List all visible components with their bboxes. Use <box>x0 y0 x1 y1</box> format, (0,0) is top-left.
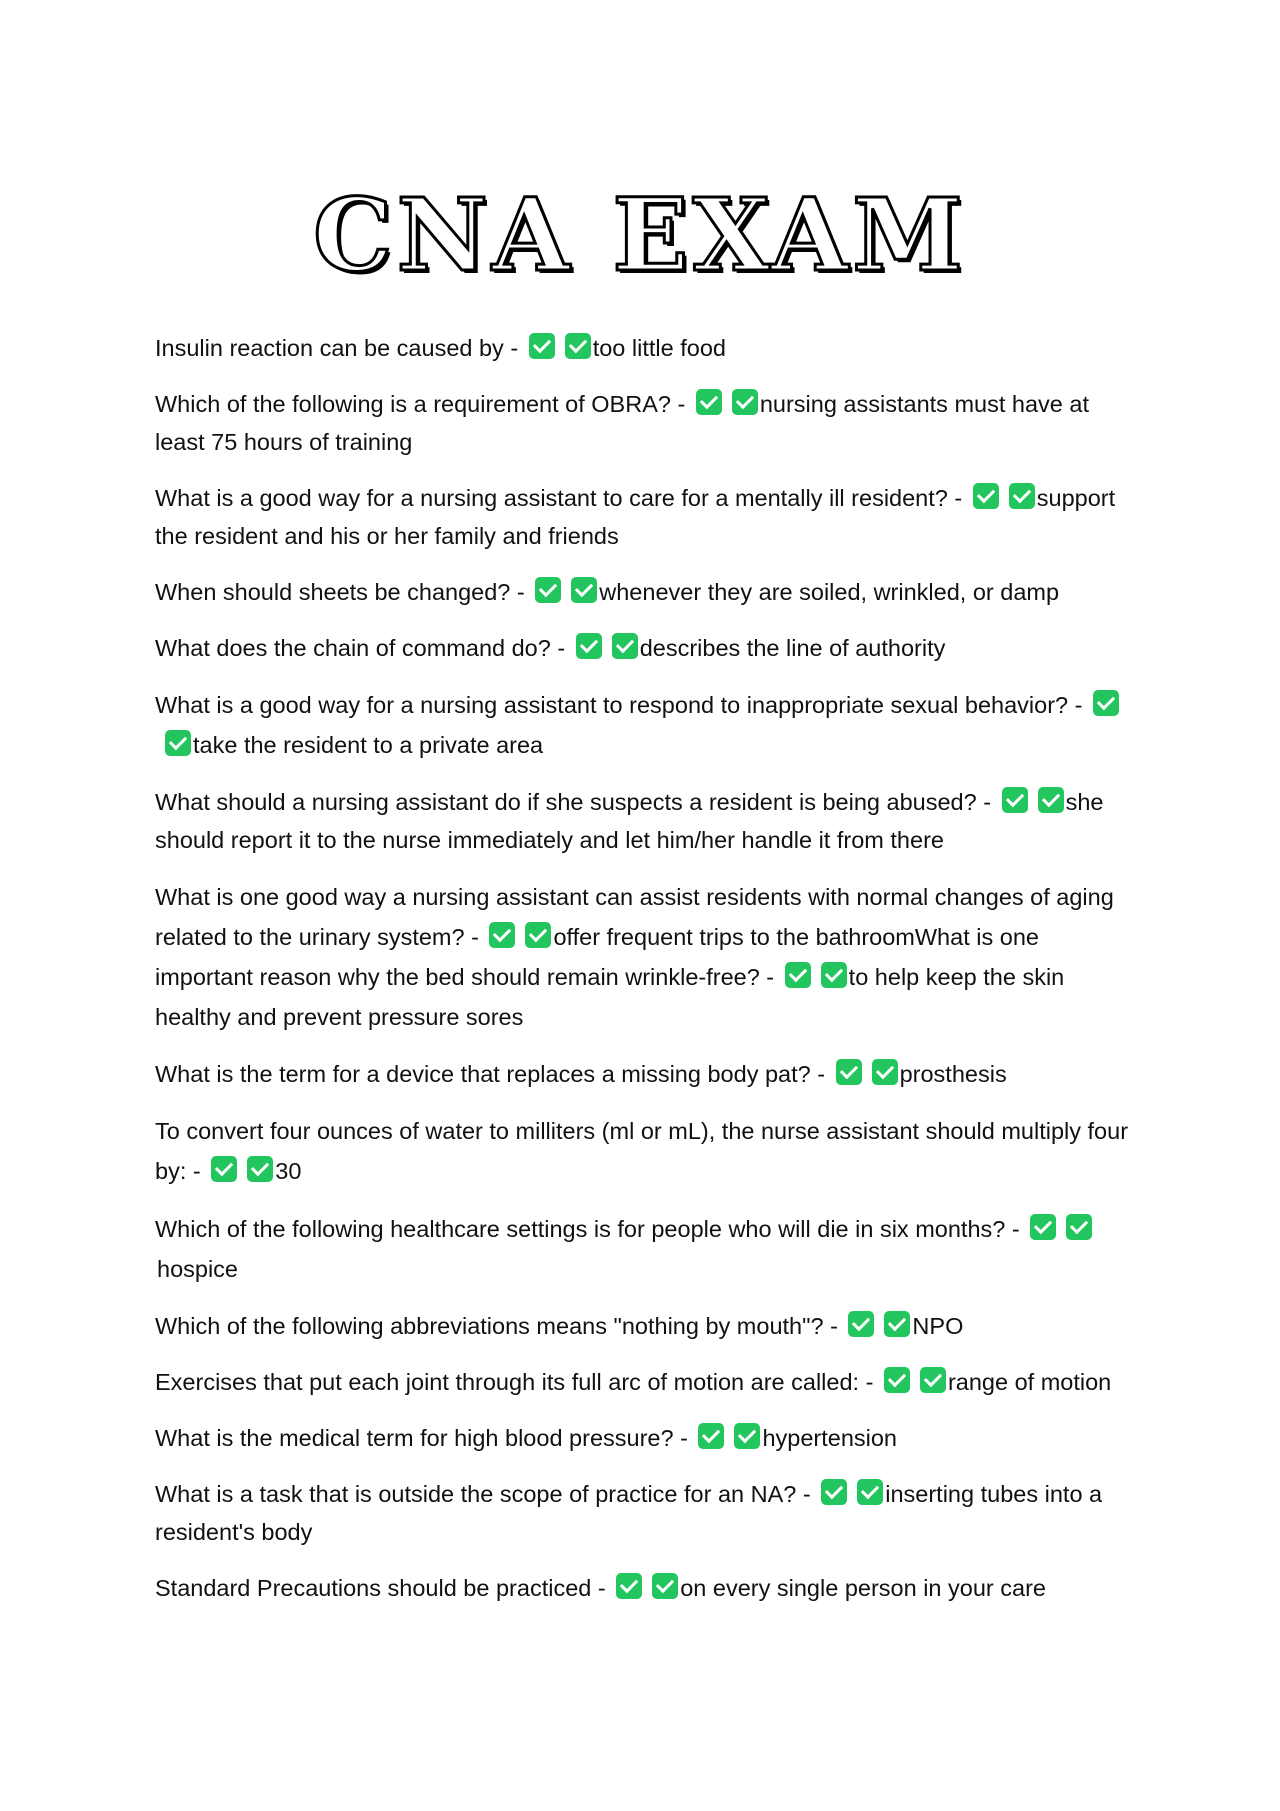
check-icon <box>1002 787 1028 813</box>
question-text: Which of the following abbreviations means "nothing by mouth"? - <box>155 1313 838 1339</box>
question-text: When should sheets be changed? - <box>155 579 525 605</box>
answer-text: she should report it to the nurse immediately and let him/her handle it from there <box>155 789 1104 853</box>
question-text: What is a task that is outside the scope of practice for an NA? - <box>155 1481 811 1507</box>
answer-text: on every single person in your care <box>680 1575 1046 1601</box>
answer-text: describes the line of authority <box>639 635 946 661</box>
question-text: Which of the following healthcare settings is for people who will die in six months? - <box>155 1216 1020 1242</box>
check-icon <box>732 389 758 415</box>
check-icon <box>1038 787 1064 813</box>
answer-text: range of motion <box>947 1369 1112 1395</box>
check-icon <box>973 483 999 509</box>
answer-text: NPO <box>912 1313 964 1339</box>
answer-text: take the resident to a private area <box>193 732 544 758</box>
check-icon <box>565 333 591 359</box>
check-icon <box>848 1311 874 1337</box>
question-text: What does the chain of command do? - <box>155 635 566 661</box>
question-text: Insulin reaction can be caused by - <box>155 335 519 361</box>
check-icon <box>1030 1214 1056 1240</box>
qa-item <box>155 629 1130 667</box>
check-icon <box>872 1059 898 1085</box>
qa-item <box>155 1055 1130 1093</box>
check-icon <box>698 1423 724 1449</box>
question-text: What is the medical term for high blood pressure? - <box>155 1425 688 1451</box>
check-icon <box>884 1311 910 1337</box>
answer-text: support the resident and his or her family and friends <box>155 485 1116 549</box>
qa-item <box>155 1209 1130 1289</box>
answer-text: whenever they are soiled, wrinkled, or damp <box>599 579 1060 605</box>
qa-item <box>155 385 1130 461</box>
answer-text: to help keep the skin healthy and prevent pressure sores <box>155 964 1065 1030</box>
answer-text: hospice <box>157 1256 238 1282</box>
answer-text: nursing assistants must have at least 75 hours of training <box>155 391 1089 455</box>
question-text: To convert four ounces of water to milliters (ml or mL), the nurse assistant should multiply four by: - <box>155 1118 1129 1184</box>
qa-item <box>155 1419 1130 1457</box>
answer-text: hypertension <box>762 1425 898 1451</box>
page-title: CNA EXAM <box>313 176 967 294</box>
check-icon <box>696 389 722 415</box>
check-icon <box>571 577 597 603</box>
answer-text: too little food <box>592 335 726 361</box>
question-text: Standard Precautions should be practiced - <box>155 1575 606 1601</box>
qa-item <box>155 877 1130 1037</box>
question-text: What is the term for a device that replaces a missing body pat? - <box>155 1061 826 1087</box>
check-icon <box>489 922 515 948</box>
check-icon <box>652 1573 678 1599</box>
question-text: What is one good way a nursing assistant can assist residents with normal changes of aging related to the urinary system? - <box>155 884 1114 950</box>
check-icon <box>821 1479 847 1505</box>
check-icon <box>1009 483 1035 509</box>
check-icon <box>616 1573 642 1599</box>
check-icon <box>1093 690 1119 716</box>
qa-item <box>155 685 1130 765</box>
check-icon <box>612 633 638 659</box>
check-icon <box>785 962 811 988</box>
question-text: What should a nursing assistant do if she suspects a resident is being abused? - <box>155 789 992 815</box>
check-icon <box>734 1423 760 1449</box>
qa-list <box>155 329 1130 1625</box>
answer-text: offer frequent trips to the bathroomWhat is one important reason why the bed should remain wrinkle-free? - <box>155 924 1039 990</box>
question-text: Which of the following is a requirement of OBRA? - <box>155 391 686 417</box>
question-text: What is a good way for a nursing assistant to respond to inappropriate sexual behavior? - <box>155 692 1083 718</box>
qa-item <box>155 1569 1130 1607</box>
check-icon <box>529 333 555 359</box>
check-icon <box>821 962 847 988</box>
check-icon <box>884 1367 910 1393</box>
question-text: What is a good way for a nursing assistant to care for a mentally ill resident? - <box>155 485 963 511</box>
question-text: Exercises that put each joint through its full arc of motion are called: - <box>155 1369 874 1395</box>
qa-item <box>155 1363 1130 1401</box>
answer-text: inserting tubes into a resident's body <box>155 1481 1103 1545</box>
check-icon <box>857 1479 883 1505</box>
check-icon <box>836 1059 862 1085</box>
qa-item <box>155 1307 1130 1345</box>
check-icon <box>920 1367 946 1393</box>
qa-item <box>155 1111 1130 1191</box>
check-icon <box>1066 1214 1092 1240</box>
qa-item <box>155 479 1130 555</box>
qa-item <box>155 329 1130 367</box>
qa-item <box>155 573 1130 611</box>
check-icon <box>211 1156 237 1182</box>
check-icon <box>247 1156 273 1182</box>
answer-text: prosthesis <box>899 1061 1007 1087</box>
qa-item <box>155 1475 1130 1551</box>
check-icon <box>576 633 602 659</box>
qa-item <box>155 783 1130 859</box>
check-icon <box>525 922 551 948</box>
check-icon <box>165 730 191 756</box>
check-icon <box>535 577 561 603</box>
answer-text: 30 <box>275 1158 302 1184</box>
